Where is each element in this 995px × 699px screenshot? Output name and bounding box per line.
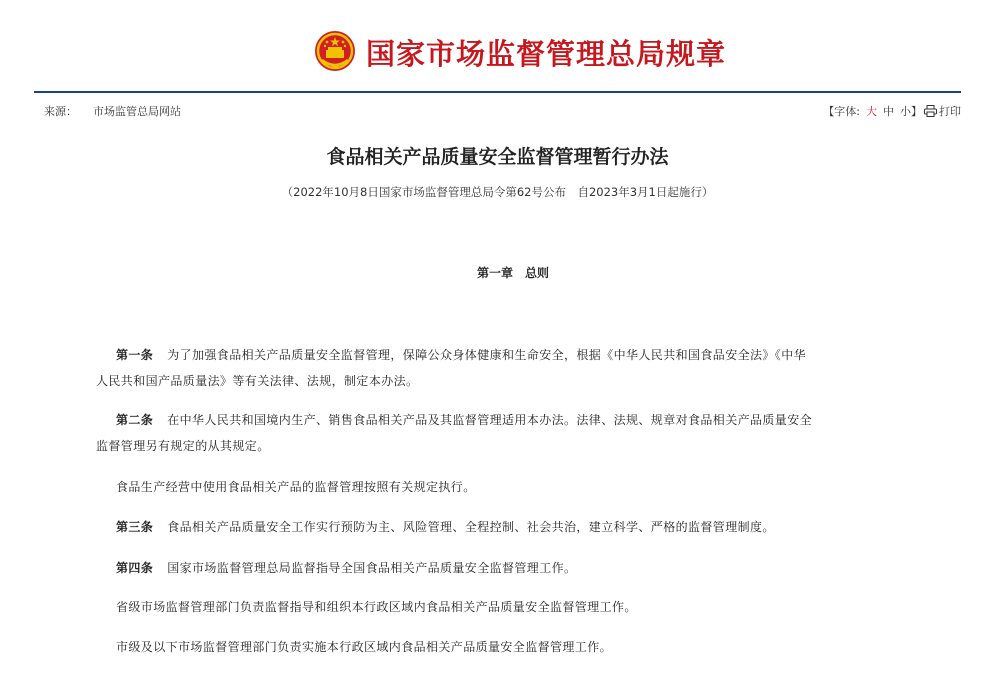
- print-label: 打印: [939, 105, 961, 118]
- document-title: 食品相关产品质量安全监督管理暂行办法: [326, 146, 669, 168]
- article-paragraph: [96, 407, 906, 459]
- paragraph: [116, 634, 906, 660]
- article-number: 第一条: [116, 348, 154, 362]
- site-title: 国家市场监督管理总局规章: [366, 37, 727, 71]
- paragraph-text: 国家市场监督管理总局监督指导全国食品相关产品质量安全监督管理工作。: [167, 561, 577, 575]
- font-size-small-button[interactable]: 小: [900, 105, 911, 118]
- font-size-controls: [823, 103, 961, 119]
- document-subtitle: （2022年10月8日国家市场监督管理总局令第62号公布 自2023年3月1日起施行）: [281, 185, 714, 199]
- article-paragraph: [116, 555, 906, 581]
- article-number: 第三条: [116, 520, 154, 534]
- paragraph-text: 市级及以下市场监督管理部门负责实施本行政区域内食品相关产品质量安全监督管理工作。: [116, 640, 613, 654]
- paragraph: [116, 474, 906, 500]
- printer-icon: [924, 105, 937, 117]
- paragraph-text: 在中华人民共和国境内生产、销售食品相关产品及其监督管理适用本办法。法律、法规、规章对食品相关产品质量安全: [167, 413, 813, 427]
- paragraph-text: 监督管理另有规定的从其规定。: [96, 439, 270, 453]
- paragraph-text: 食品相关产品质量安全工作实行预防为主、风险管理、全程控制、社会共治，建立科学、严格的监督管理制度。: [167, 520, 775, 534]
- header: [0, 0, 995, 90]
- font-size-large-button[interactable]: 大: [866, 105, 877, 118]
- paragraph-text: 人民共和国产品质量法》等有关法律、法规，制定本办法。: [96, 374, 419, 388]
- article-paragraph: [116, 514, 906, 540]
- print-button[interactable]: [924, 103, 961, 119]
- font-size-label: 【字体:: [823, 105, 860, 118]
- paragraph: [116, 594, 906, 620]
- national-emblem-icon: [314, 30, 356, 72]
- header-divider: [34, 91, 961, 93]
- source-value: 市场监管总局网站: [93, 105, 181, 118]
- paragraph-text: 食品生产经营中使用食品相关产品的监督管理按照有关规定执行。: [116, 480, 476, 494]
- chapter-heading: 第一章 总则: [476, 266, 549, 280]
- font-size-bracket-close: 】: [911, 105, 922, 118]
- article-number: 第四条: [116, 561, 154, 575]
- font-size-medium-button[interactable]: 中: [883, 105, 894, 118]
- source-line: [44, 103, 181, 119]
- paragraph-text: 为了加强食品相关产品质量安全监督管理，保障公众身体健康和生命安全，根据《中华人民共和国食品安全法》《中华: [167, 348, 807, 362]
- source-label: 来源：: [44, 105, 77, 118]
- article-paragraph: [96, 342, 906, 394]
- paragraph-text: 省级市场监督管理部门负责监督指导和组织本行政区域内食品相关产品质量安全监督管理工作。: [116, 600, 637, 614]
- article-number: 第二条: [116, 413, 154, 427]
